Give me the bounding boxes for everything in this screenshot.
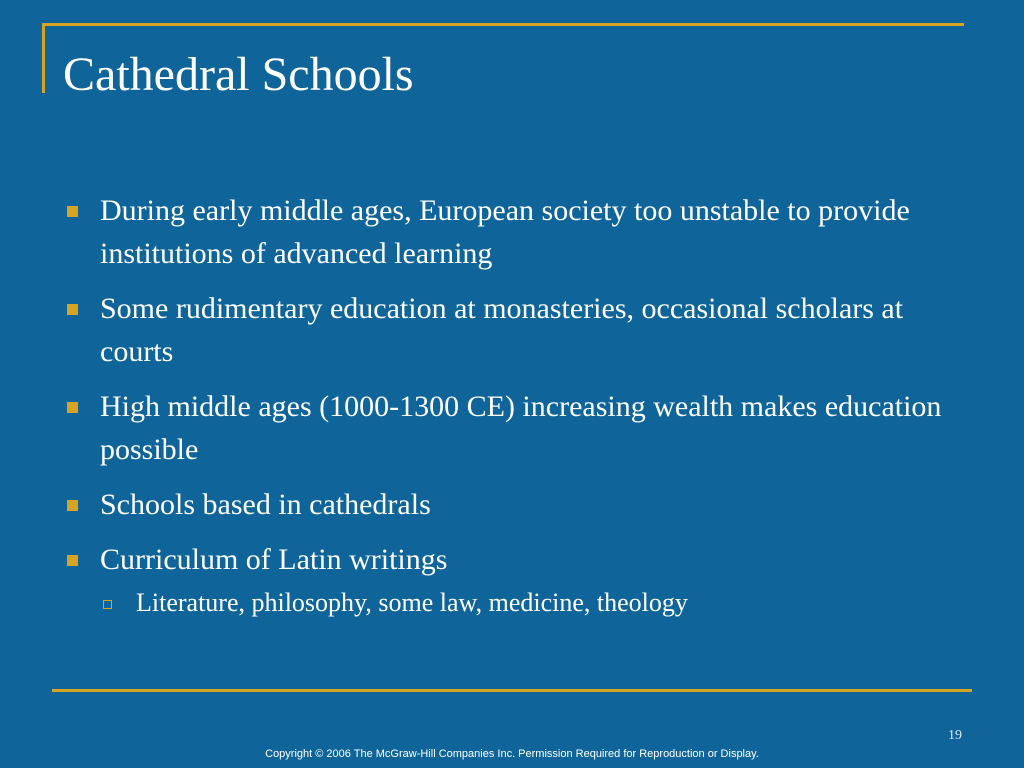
square-bullet-icon [67, 206, 78, 217]
square-bullet-icon [67, 500, 78, 511]
bullet-text: Some rudimentary education at monasteries, occasional scholars at courts [100, 292, 904, 368]
bullet-item [64, 385, 964, 471]
bullet-item [64, 287, 964, 373]
square-bullet-icon [67, 402, 78, 413]
title-frame-top-line [42, 23, 964, 26]
bullet-text: During early middle ages, European society too unstable to provide institutions of advanced learning [100, 194, 910, 270]
bullet-list [64, 189, 964, 635]
slide-title: Cathedral Schools [63, 48, 414, 101]
sub-bullet-list [100, 583, 964, 623]
sub-bullet-item [100, 583, 964, 623]
title-frame-left-line [42, 23, 45, 93]
bullet-item [64, 483, 964, 526]
slide-number: 19 [948, 728, 962, 743]
bullet-item [64, 189, 964, 275]
square-bullet-icon [67, 304, 78, 315]
sub-bullet-text: Literature, philosophy, some law, medicine, theology [136, 588, 688, 617]
bullet-text: High middle ages (1000-1300 CE) increasing wealth makes education possible [100, 390, 942, 466]
bullet-item [64, 538, 964, 623]
square-bullet-icon [67, 555, 78, 566]
bullet-text: Schools based in cathedrals [100, 488, 431, 521]
bullet-text: Curriculum of Latin writings [100, 543, 448, 576]
copyright-notice: Copyright © 2006 The McGraw-Hill Companies Inc. Permission Required for Reproduction or Display. [265, 748, 759, 760]
footer-divider [52, 689, 972, 692]
hollow-square-bullet-icon [103, 600, 112, 609]
